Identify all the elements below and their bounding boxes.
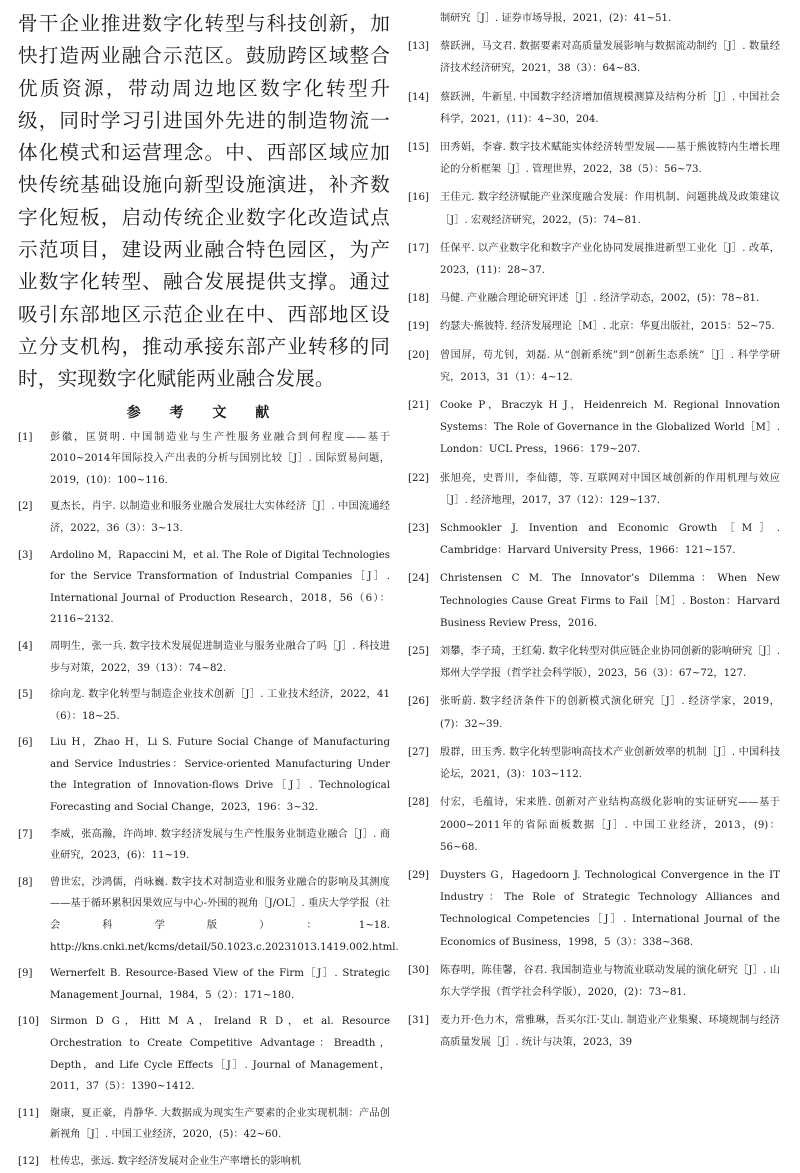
reference-text: 周明生，张一兵. 数字技术发展促进制造业与服务业融合了吗［J］. 科技进步与对策，2022，39（13）：74~82.	[50, 640, 390, 674]
reference-item	[18, 684, 390, 727]
reference-item	[408, 468, 780, 512]
reference-number: [22]	[408, 472, 429, 484]
reference-number: [27]	[408, 746, 429, 758]
reference-number: [21]	[408, 400, 429, 412]
left-column	[18, 8, 399, 1167]
reference-text: 殷群，田玉秀. 数字化转型影响高技术产业创新效率的机制［J］. 中国科技论坛，2021，(3)：103~112.	[440, 746, 780, 781]
reference-number: [19]	[408, 321, 429, 333]
reference-number: [18]	[408, 293, 429, 305]
references-list-right	[408, 8, 780, 1055]
reference-number: [16]	[408, 192, 429, 204]
reference-number: [6]	[18, 737, 33, 749]
reference-number: [4]	[18, 640, 33, 652]
reference-item	[408, 187, 780, 231]
reference-item	[18, 1011, 390, 1097]
reference-number: [12]	[18, 1155, 39, 1167]
reference-item	[18, 872, 399, 958]
reference-number: [1]	[18, 431, 33, 443]
reference-item	[408, 518, 780, 562]
references-title: 参 考 文 献	[126, 404, 282, 421]
reference-text: 制研究［J］. 证券市场导报，2021，(2)：41~51.	[440, 13, 672, 24]
reference-number: [9]	[18, 968, 33, 980]
reference-text: 张昕蔚. 数字经济条件下的创新模式演化研究［J］. 经济学家，2019，(7)：32~39.	[440, 696, 780, 730]
reference-number: [10]	[18, 1016, 39, 1028]
reference-item	[18, 636, 390, 679]
reference-text: 彭徽，匡贤明. 中国制造业与生产性服务业融合到何程度——基于2010~2014年国际投入产出表的分析与国别比较［J］. 国际贸易问题，2019，(10)：100~116.	[50, 431, 390, 486]
reference-number: [24]	[408, 573, 429, 585]
right-column	[408, 8, 780, 1136]
reference-number: [28]	[408, 797, 429, 809]
reference-text: Cooke P，Braczyk H J，Heidenreich M. Regional Innovation Systems：The Role of Governance in the Globalized World［M］. London：UCL Press，1966：179~207.	[440, 400, 780, 456]
reference-number: [13]	[408, 41, 429, 53]
body-paragraph: 骨干企业推进数字化转型与科技创新，加快打造两业融合示范区。鼓励跨区域整合优质资源，带动周边地区数字化转型升级，同时学习引进国外先进的制造物流一体化模式和运营理念。中、西部区域应加快传统基础设施向新型设施演进，补齐数字化短板，启动传统企业数字化改造试点示范项目，建设两业融合特色园区，为产业数字化转型、融合发展提供支撑。通过吸引东部地区示范企业在中、西部地区设立分支机构，推动承接东部产业转移的同时，实现数字化赋能两业融合发展。	[18, 12, 390, 391]
reference-text: 王佳元. 数字经济赋能产业深度融合发展：作用机制、问题挑战及政策建议［J］. 宏观经济研究，2022，(5)：74~81.	[440, 192, 780, 226]
reference-item	[18, 545, 390, 631]
reference-text: 曾世宏，沙鸿儒，肖咏巍. 数字技术对制造业和服务业融合的影响及其测度——基于循环累积因果效应与中心-外围的视角［J/OL］. 重庆大学学报（社会科学版）：1~18. http://kns.cnki.net/kcms/detail/50.1023.c.20231013.1419.002.html.	[50, 876, 399, 953]
reference-text: Schmookler J. Invention and Economic Growth［M］. Cambridge：Harvard University Press，1966：121~157.	[440, 523, 780, 557]
reference-item	[408, 8, 780, 30]
reference-number: [7]	[18, 828, 33, 840]
reference-item	[408, 742, 780, 786]
reference-number: [23]	[408, 523, 429, 535]
reference-item	[408, 395, 780, 462]
reference-item	[408, 345, 780, 389]
reference-item	[408, 568, 780, 635]
reference-item	[18, 1103, 390, 1146]
references-list-left	[18, 427, 399, 1173]
reference-text: Christensen C M. The Innovator’s Dilemma：When New Technologies Cause Great Firms to Fail［M］. Boston：Harvard Business Review Press，2016.	[440, 573, 780, 629]
reference-item	[408, 137, 780, 181]
reference-item	[408, 1010, 780, 1054]
reference-item	[408, 36, 780, 80]
reference-text: Sirmon D G，Hitt M A，Ireland R D，et al. Resource Orchestration to Create Competitive Advantage：Breadth，Depth，and Life Cycle Effects［J］. Journal of Management，2011，37（5）：1390~1412.	[50, 1016, 390, 1093]
reference-number: [26]	[408, 696, 429, 708]
reference-number: [17]	[408, 242, 429, 254]
reference-number: [5]	[18, 689, 33, 701]
reference-text: Liu H，Zhao H，Li S. Future Social Change of Manufacturing and Service Industries：Service-oriented Manufacturing Under the Integration of Innovation-flows Drive［J］. Technological Forecasting and Social Change，2023，196：3~32.	[50, 737, 390, 814]
reference-text: 蔡跃洲，马文君. 数据要素对高质量发展影响与数据流动制约［J］. 数量经济技术经济研究，2021，38（3）：64~83.	[440, 41, 780, 75]
reference-text: 徐向龙. 数字化转型与制造企业技术创新［J］. 工业技术经济，2022，41（6）：18~25.	[50, 689, 390, 722]
reference-item	[18, 427, 390, 492]
reference-number	[408, 8, 440, 30]
reference-text: 陈春明，陈佳馨，谷君. 我国制造业与物流业联动发展的演化研究［J］. 山东大学学报（哲学社会科学版），2020，(2)：73~81.	[440, 964, 780, 998]
reference-item	[408, 960, 780, 1004]
reference-number: [31]	[408, 1015, 429, 1027]
reference-number: [15]	[408, 142, 429, 154]
reference-text: 夏杰长，肖宇. 以制造业和服务业融合发展壮大实体经济［J］. 中国流通经济，2022，36（3）：3~13.	[50, 501, 390, 534]
reference-text: 任保平. 以产业数字化和数字产业化协同发展推进新型工业化［J］. 改革，2023，(11)：28~37.	[440, 242, 780, 277]
reference-item	[18, 824, 390, 867]
reference-number: [20]	[408, 349, 429, 361]
reference-text: 曾国屏，苟尤钊，刘磊. 从“创新系统”到“创新生态系统”［J］. 科学学研究，2013，31（1）：4~12.	[440, 349, 780, 383]
reference-item	[18, 496, 390, 539]
reference-item	[408, 238, 780, 282]
reference-text: 杜传忠，张远. 数字经济发展对企业生产率增长的影响机	[50, 1155, 301, 1167]
reference-number: [3]	[18, 549, 33, 561]
reference-item	[18, 732, 390, 818]
reference-item	[408, 691, 780, 735]
reference-number: [25]	[408, 646, 429, 658]
reference-item	[408, 316, 780, 338]
reference-text: 马健. 产业融合理论研究评述［J］. 经济学动态，2002，(5)：78~81.	[440, 293, 760, 305]
reference-item	[408, 792, 780, 859]
reference-text: 付宏，毛蕴诗，宋来胜. 创新对产业结构高级化影响的实证研究——基于2000~2011年的省际面板数据［J］. 中国工业经济，2013，(9)：56~68.	[440, 797, 780, 853]
reference-item	[18, 963, 390, 1006]
reference-item	[18, 1151, 390, 1173]
reference-text: 刘攀，李子琦，王红菊. 数字化转型对供应链企业协同创新的影响研究［J］. 郑州大学学报（哲学社会科学版），2023，56（3）：67~72，127.	[440, 646, 780, 680]
reference-text: 谢康，夏正豪，肖静华. 大数据成为现实生产要素的企业实现机制：产品创新视角［J］. 中国工业经济，2020，(5)：42~60.	[50, 1107, 390, 1141]
reference-number: [2]	[18, 501, 33, 513]
reference-number: [29]	[408, 869, 429, 881]
reference-text: Wernerfelt B. Resource-Based View of the Firm［J］. Strategic Management Journal，1984，5（2）：171~180.	[50, 968, 390, 1001]
reference-item	[408, 865, 780, 954]
reference-number: [14]	[408, 91, 429, 103]
reference-text: 李威，张高瀚，许尚坤. 数字经济发展与生产性服务业制造业融合［J］. 商业研究，2023，(6)：11~19.	[50, 828, 390, 862]
reference-number: [8]	[18, 876, 33, 888]
reference-text: 麦力开·色力木，常雅琳，吾买尔江·艾山. 制造业产业集聚、环境规制与经济高质量发展［J］. 统计与决策，2023，39	[440, 1015, 780, 1049]
reference-number: [11]	[18, 1107, 39, 1119]
reference-number: [30]	[408, 964, 429, 976]
reference-text: 蔡跃洲，牛新星. 中国数字经济增加值规模测算及结构分析［J］. 中国社会科学，2021，(11)：4~30，204.	[440, 91, 780, 125]
reference-text: 张旭亮，史晋川，李仙德，等. 互联网对中国区域创新的作用机理与效应［J］. 经济地理，2017，37（12）：129~137.	[440, 472, 780, 506]
reference-text: Duysters G，Hagedoorn J. Technological Convergence in the IT Industry：The Role of Strategic Technology Alliances and Technological Competencies［J］. International Journal of the Economics of Business，1998，5（3）：338~368.	[440, 869, 780, 948]
reference-text: Ardolino M，Rapaccini M，et al. The Role of Digital Technologies for the Service Transformation of Industrial Companies［J］. International Journal of Production Research，2018，56（6）：2116~2132.	[50, 549, 390, 626]
reference-item	[408, 288, 780, 310]
reference-item	[408, 641, 780, 685]
reference-text: 约瑟夫·熊彼特. 经济发展理论［M］. 北京：华夏出版社，2015：52~75.	[440, 321, 775, 333]
reference-item	[408, 87, 780, 131]
reference-text: 田秀娟，李睿. 数字技术赋能实体经济转型发展——基于熊彼特内生增长理论的分析框架［J］. 管理世界，2022，38（5）：56~73.	[440, 142, 780, 176]
